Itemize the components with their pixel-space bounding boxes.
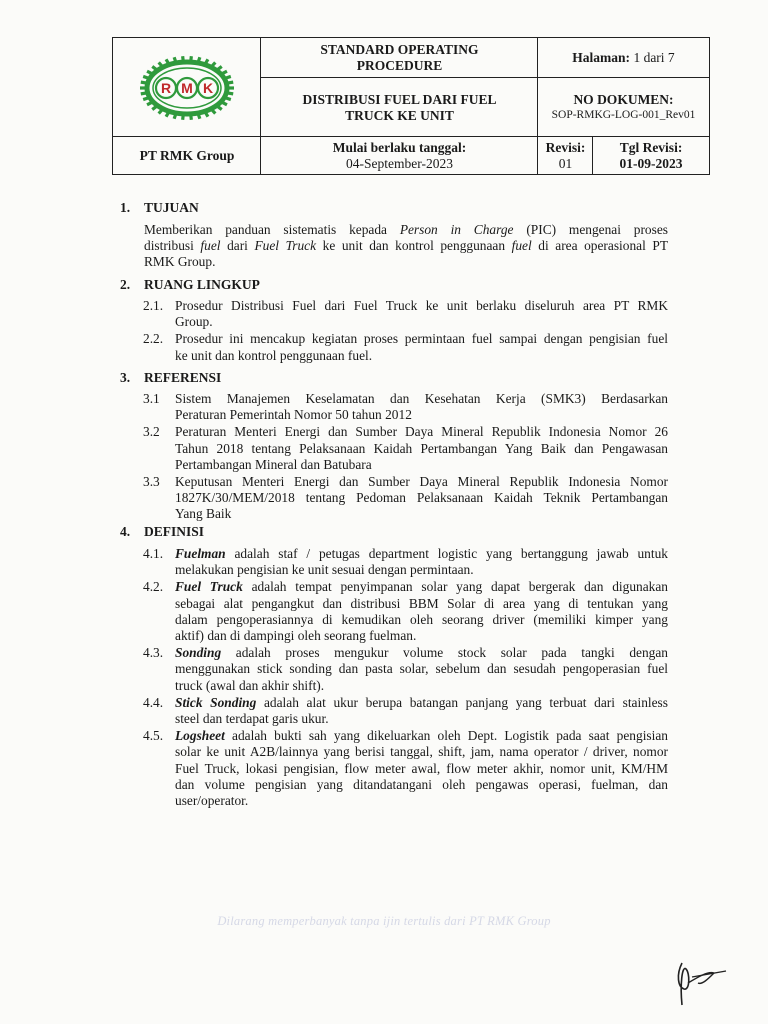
section-2-item xyxy=(175,298,668,330)
section-3-item-line: Peraturan Menteri Energi dan Sumber Daya Mineral Republik Indonesia Nomor 26 xyxy=(175,424,668,440)
section-3-item-line: Keputusan Menteri Energi dan Sumber Daya Mineral Republik Indonesia Nomor xyxy=(175,474,668,489)
section-1-paragraph xyxy=(144,222,668,271)
document-number-value: SOP-RMKG-LOG-001_Rev01 xyxy=(551,109,696,121)
section-4-item-line: truck (awal dan akhir shift). xyxy=(175,677,325,693)
page-number-value: 1 dari 7 xyxy=(633,50,675,65)
section-4-item-line: user/operator. xyxy=(175,793,249,808)
section-2-number: 2. xyxy=(120,277,131,292)
section-4-item-number: 4.2. xyxy=(143,579,164,595)
section-3-item-line: Pertambangan Mineral dan Batubara xyxy=(175,456,372,472)
section-2-item-line: Prosedur ini mencakup kegiatan proses permintaan fuel sampai dengan pengisian fuel xyxy=(175,331,668,347)
section-3-item-line: Yang Baik xyxy=(175,506,232,522)
section-3-item xyxy=(175,474,668,523)
section-4-number: 4. xyxy=(120,524,131,539)
rmk-gear-logo-icon xyxy=(137,53,237,123)
page-number-label: Halaman: xyxy=(572,50,631,65)
company-name: PT RMK Group xyxy=(139,147,235,163)
document-title xyxy=(261,78,538,137)
section-1-number: 1. xyxy=(120,200,131,215)
revision-value: 01 xyxy=(558,155,573,171)
section-2-title: RUANG LINGKUP xyxy=(144,277,260,292)
s1-line-3: RMK Group. xyxy=(144,254,216,270)
company-logo xyxy=(113,38,261,137)
section-4-item-line: dan volume pengisian yang ditandatangani oleh pengawas operasi, fuelman, dan xyxy=(175,776,668,792)
page-number xyxy=(538,38,709,78)
effective-date-value: 04-September-2023 xyxy=(346,155,453,171)
effective-date-label: Mulai berlaku tanggal: xyxy=(332,139,467,155)
section-4-item-line: melakukan pengisian ke unit sesuai dengan permintaan. xyxy=(175,562,474,578)
section-3-item-number: 3.1 xyxy=(143,391,160,406)
section-2-item-line: Group. xyxy=(175,314,213,330)
section-4-item-line: Sonding adalah proses mengukur volume stock solar pada tangki dengan xyxy=(175,645,668,661)
svg-text:R: R xyxy=(160,79,172,96)
s1-line-2: distribusi fuel dari Fuel Truck ke unit dan kontrol penggunaan fuel di area operasional PT xyxy=(144,238,669,254)
svg-text:K: K xyxy=(202,79,214,96)
section-1-title: TUJUAN xyxy=(144,200,199,215)
signature-initials-icon xyxy=(668,955,728,1010)
revision xyxy=(538,137,593,174)
section-4-item xyxy=(175,695,668,727)
section-3-item xyxy=(175,391,668,423)
document-number xyxy=(538,78,709,137)
section-2-item-line: Prosedur Distribusi Fuel dari Fuel Truck ke unit berlaku diseluruh area PT RMK xyxy=(175,298,668,313)
section-3-item xyxy=(175,424,668,473)
document-title-line2: TRUCK KE UNIT xyxy=(345,107,454,123)
section-2-item-number: 2.2. xyxy=(143,331,164,347)
section-4-item-line: steel dan terdapat garis ukur. xyxy=(175,711,329,726)
section-4-item xyxy=(175,645,668,694)
document-number-label: NO DOKUMEN: xyxy=(573,92,674,107)
sop-title xyxy=(261,38,538,78)
section-4-item-number: 4.1. xyxy=(143,546,164,561)
section-3-number: 3. xyxy=(120,370,131,385)
revision-date-label: Tgl Revisi: xyxy=(619,139,683,155)
section-3-item-number: 3.3 xyxy=(143,474,160,489)
section-4-item-line: dalam pengoperasiannya di kemudikan oleh seorang driver (memiliki kimper yang xyxy=(175,611,668,627)
section-2-item-number: 2.1. xyxy=(143,298,164,313)
section-4-item xyxy=(175,546,668,578)
section-4-title: DEFINISI xyxy=(144,524,205,539)
section-2-item xyxy=(175,331,668,363)
section-4-item-number: 4.3. xyxy=(143,645,164,661)
section-4-item-line: menggunakan stick sonding dan pasta solar, sebelum dan sesudah pengoperasian fuel xyxy=(175,661,668,677)
section-3-item-number: 3.2 xyxy=(143,424,160,440)
section-3-item-line: Sistem Manajemen Keselamatan dan Kesehatan Kerja (SMK3) Berdasarkan xyxy=(175,391,668,406)
section-4-item-line: Fuel Truck adalah tempat penyimpanan solar yang dapat bergerak dan digunakan xyxy=(175,579,668,595)
section-4-item-line: Logsheet adalah bukti sah yang dikeluarkan oleh Dept. Logistik pada saat pengisian xyxy=(175,728,668,744)
section-4-item xyxy=(175,728,668,809)
section-3-item-line: Tahun 2018 tentang Pelaksanaan Kaidah Pertambangan Yang Baik dan Pengawasan xyxy=(175,440,668,456)
document-title-line1: DISTRIBUSI FUEL DARI FUEL xyxy=(302,91,497,107)
section-2-item-line: ke unit dan kontrol penggunaan fuel. xyxy=(175,347,373,363)
svg-text:M: M xyxy=(181,79,193,96)
section-4-item-line: aktif) dan di dampingi oleh seorang fuelman. xyxy=(175,628,417,643)
revision-date xyxy=(593,137,709,174)
sop-header-table xyxy=(112,37,710,175)
section-3-title: REFERENSI xyxy=(144,370,222,385)
section-4-item xyxy=(175,579,668,644)
section-3-item-line: Peraturan Pemerintah Nomor 50 tahun 2012 xyxy=(175,407,412,423)
section-3-item-line: 1827K/30/MEM/2018 tentang Pedoman Pelaksanaan Kaidah Teknik Pertambangan xyxy=(175,490,668,506)
effective-date xyxy=(261,137,538,174)
sop-title-text: STANDARD OPERATING PROCEDURE xyxy=(320,42,479,73)
revision-label: Revisi: xyxy=(545,139,586,155)
section-4-item-line: solar ke unit A2B/lainnya yang berisi tanggal, shift, jam, nama operator / driver, nomor xyxy=(175,744,668,760)
section-4-item-line: Stick Sonding adalah alat ukur berupa batangan panjang yang terbuat dari stainless xyxy=(175,694,668,710)
footer-watermark: Dilarang memperbanyak tanpa ijin tertulis dari PT RMK Group xyxy=(217,914,551,928)
section-4-item-number: 4.4. xyxy=(143,694,164,710)
revision-date-value: 01-09-2023 xyxy=(619,155,683,171)
section-4-item-line: Fuelman adalah staf / petugas department logistic yang bertanggung jawab untuk xyxy=(175,546,668,561)
section-4-item-number: 4.5. xyxy=(143,728,164,744)
section-4-item-line: Fuel Truck, lokasi pengisian, flow meter awal, flow meter akhir, nomor unit, KM/HM xyxy=(175,760,668,776)
section-4-item-line: sebagai alat pengangkut dan distribusi BBM Solar di area yang di tentukan yang xyxy=(175,595,668,611)
s1-line-1: Memberikan panduan sistematis kepada Person in Charge (PIC) mengenai proses xyxy=(144,222,668,237)
